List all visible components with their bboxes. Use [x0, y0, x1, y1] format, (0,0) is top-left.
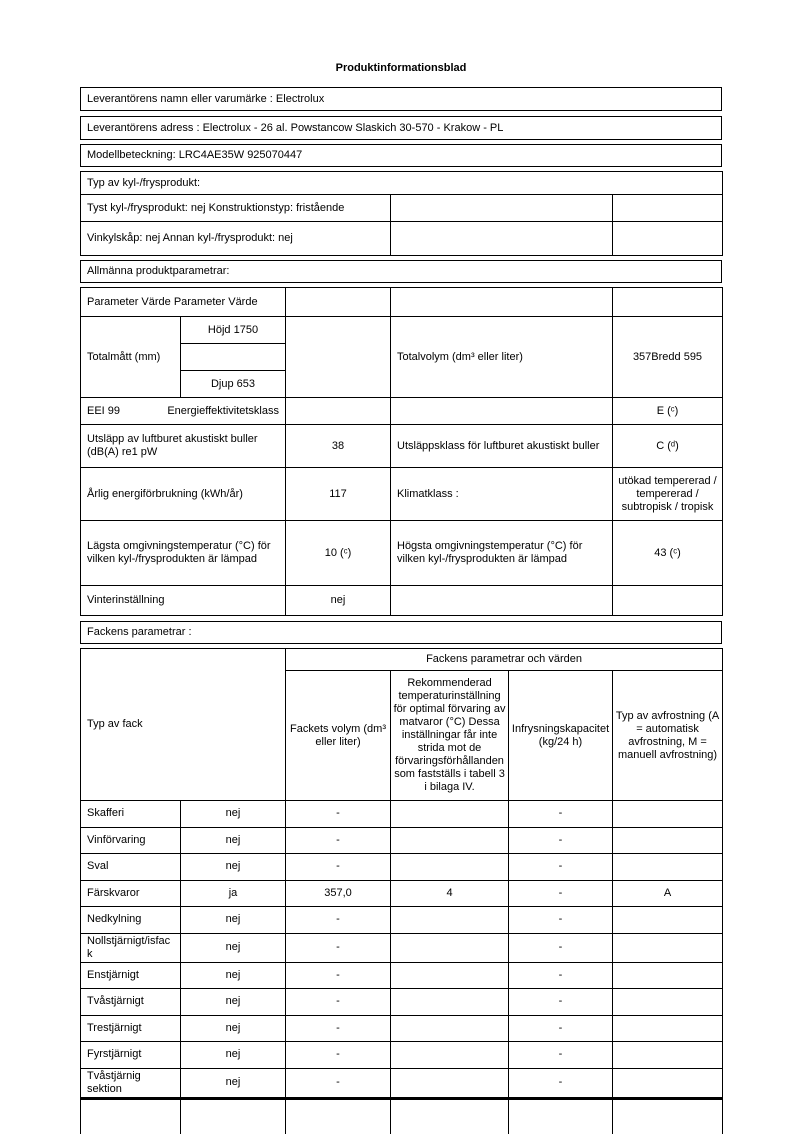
- compartment-volume-cell: -: [286, 1068, 391, 1098]
- empty-cell: [391, 195, 613, 222]
- compartment-temperature-cell: [391, 989, 509, 1016]
- compartment-defrost-cell: [613, 1068, 723, 1098]
- compartment-volume-cell: -: [286, 1042, 391, 1069]
- compartment-row: [81, 989, 723, 1016]
- compartment-name-cell: Färskvaror: [81, 880, 181, 907]
- compartment-freezing-cell: -: [509, 1068, 613, 1098]
- supplier-name-row: Leverantörens namn eller varumärke : Electrolux: [80, 87, 722, 111]
- eei-cell: [81, 398, 286, 425]
- compartment-name-cell: Sval: [81, 854, 181, 881]
- eei-split: [87, 405, 279, 418]
- compartment-group-header: Fackens parametrar och värden: [286, 649, 723, 671]
- general-parameters-table: [80, 287, 723, 616]
- compartment-defrost-cell: [613, 1042, 723, 1069]
- column-header-temperature: Rekommenderad temperaturinställning för optimal förvaring av matvaror (°C) Dessa inställningar får inte strida mot de förvaringsförhållanden som fastställs i tabell 3 i bilaga IV.: [391, 671, 509, 801]
- compartment-parameters-header-row: Fackens parametrar :: [80, 621, 722, 644]
- compartment-defrost-cell: [613, 907, 723, 934]
- empty-cell: [613, 222, 723, 256]
- compartment-temperature-cell: [391, 1015, 509, 1042]
- compartment-freezing-cell: -: [509, 801, 613, 828]
- compartment-freezing-cell: -: [509, 1042, 613, 1069]
- empty-cell: [181, 344, 286, 371]
- column-header-freezing-capacity: Infrysningskapacitet (kg/24 h): [509, 671, 613, 801]
- compartment-name-cell: Vinförvaring: [81, 827, 181, 854]
- compartment-name-cell: Nedkylning: [81, 907, 181, 934]
- general-parameters-header-row: Allmänna produktparametrar:: [80, 260, 722, 283]
- compartment-row: [81, 801, 723, 828]
- document-content: [80, 0, 722, 1134]
- compartment-row: [81, 907, 723, 934]
- table-row: [81, 288, 723, 317]
- compartment-volume-cell: -: [286, 801, 391, 828]
- compartment-freezing-cell: -: [509, 854, 613, 881]
- compartment-present-cell: nej: [181, 962, 286, 989]
- table-row: [81, 649, 723, 671]
- compartment-name-cell: Trestjärnigt: [81, 1015, 181, 1042]
- compartment-present-cell: nej: [181, 933, 286, 962]
- empty-cell: [509, 1098, 613, 1134]
- compartment-temperature-cell: [391, 854, 509, 881]
- type-section-header: Typ av kyl-/frysprodukt:: [81, 172, 723, 195]
- table-row: [81, 425, 723, 468]
- compartment-present-cell: nej: [181, 1042, 286, 1069]
- column-header-defrost-type: Typ av avfrostning (A = automatisk avfrostning, M = manuell avfrostning): [613, 671, 723, 801]
- empty-cell: [391, 398, 613, 425]
- compartment-volume-cell: -: [286, 1015, 391, 1042]
- table-row: [81, 398, 723, 425]
- compartment-volume-cell: -: [286, 907, 391, 934]
- compartment-row: [81, 962, 723, 989]
- empty-cell: [391, 288, 613, 317]
- empty-cell: [391, 1098, 509, 1134]
- compartment-type-label: Typ av fack: [81, 649, 286, 801]
- compartment-temperature-cell: [391, 962, 509, 989]
- compartment-name-cell: Enstjärnigt: [81, 962, 181, 989]
- annual-energy-label: Årlig energiförbrukning (kWh/år): [81, 468, 286, 521]
- compartment-name-cell: Tvåstjärnigt: [81, 989, 181, 1016]
- compartment-defrost-cell: [613, 962, 723, 989]
- energy-class-value: E (ᶜ): [613, 398, 723, 425]
- empty-cell: [286, 398, 391, 425]
- compartment-row: [81, 933, 723, 962]
- quiet-construction-cell: Tyst kyl-/frysprodukt: nej Konstruktionstyp: fristående: [81, 195, 391, 222]
- compartment-row: [81, 880, 723, 907]
- compartment-volume-cell: -: [286, 827, 391, 854]
- empty-cell: [613, 1098, 723, 1134]
- compartment-freezing-cell: -: [509, 989, 613, 1016]
- compartment-present-cell: nej: [181, 989, 286, 1016]
- energy-class-label: Energieffektivitetsklass: [167, 404, 279, 417]
- compartment-row: [81, 827, 723, 854]
- compartment-freezing-cell: -: [509, 880, 613, 907]
- compartment-defrost-cell: [613, 933, 723, 962]
- table-row: [81, 521, 723, 586]
- compartment-defrost-cell: A: [613, 880, 723, 907]
- empty-cell: [613, 288, 723, 317]
- compartment-present-cell: nej: [181, 1015, 286, 1042]
- compartment-temperature-cell: [391, 1042, 509, 1069]
- compartment-table: [80, 648, 723, 1134]
- compartment-present-cell: ja: [181, 880, 286, 907]
- max-ambient-temp-label: Högsta omgivningstemperatur (°C) för vilken kyl-/frysprodukten är lämpad: [391, 521, 613, 586]
- compartment-defrost-cell: [613, 1015, 723, 1042]
- height-cell: Höjd 1750: [181, 317, 286, 344]
- noise-class-value: C (ᵈ): [613, 425, 723, 468]
- compartment-temperature-cell: [391, 827, 509, 854]
- compartment-defrost-cell: [613, 801, 723, 828]
- empty-cell: [81, 1098, 181, 1134]
- noise-label: Utsläpp av luftburet akustiskt buller (dB(A) re1 pW: [81, 425, 286, 468]
- compartment-row: [81, 1068, 723, 1098]
- compartment-name-cell: Tvåstjärnig sektion: [81, 1068, 181, 1098]
- total-volume-label: Totalvolym (dm³ eller liter): [391, 317, 613, 398]
- compartment-row: [81, 854, 723, 881]
- table-row: [81, 195, 723, 222]
- compartment-present-cell: nej: [181, 1068, 286, 1098]
- parameter-columns-header: Parameter Värde Parameter Värde: [81, 288, 286, 317]
- annual-energy-value: 117: [286, 468, 391, 521]
- compartment-temperature-cell: [391, 907, 509, 934]
- compartment-temperature-cell: [391, 933, 509, 962]
- model-designation-row: Modellbeteckning: LRC4AE35W 925070447: [80, 144, 722, 167]
- compartment-volume-cell: -: [286, 854, 391, 881]
- compartment-volume-cell: -: [286, 933, 391, 962]
- table-row: [81, 317, 723, 344]
- compartment-present-cell: nej: [181, 827, 286, 854]
- page-title: Produktinformationsblad: [335, 62, 467, 74]
- compartment-volume-cell: -: [286, 962, 391, 989]
- min-ambient-temp-label: Lägsta omgivningstemperatur (°C) för vilken kyl-/frysprodukten är lämpad: [81, 521, 286, 586]
- eei-label: EEI 99: [87, 404, 121, 417]
- compartment-temperature-cell: [391, 1068, 509, 1098]
- table-row: [81, 172, 723, 195]
- min-ambient-temp-value: 10 (ᶜ): [286, 521, 391, 586]
- compartment-temperature-cell: [391, 801, 509, 828]
- climate-class-value: utökad tempererad / tempererad / subtropisk / tropisk: [613, 468, 723, 521]
- compartment-volume-cell: -: [286, 989, 391, 1016]
- compartment-freezing-cell: -: [509, 827, 613, 854]
- compartment-name-cell: Skafferi: [81, 801, 181, 828]
- table-row-partial: [81, 1098, 723, 1134]
- empty-cell: [391, 222, 613, 256]
- compartment-volume-cell: 357,0: [286, 880, 391, 907]
- overall-dimensions-label: Totalmått (mm): [81, 317, 181, 398]
- empty-cell: [286, 288, 391, 317]
- compartment-temperature-cell: 4: [391, 880, 509, 907]
- supplier-address-row: Leverantörens adress : Electrolux - 26 al. Powstancow Slaskich 30-570 - Krakow - PL: [80, 116, 722, 140]
- empty-cell: [181, 1098, 286, 1134]
- empty-cell: [613, 195, 723, 222]
- compartment-freezing-cell: -: [509, 933, 613, 962]
- product-type-table: [80, 171, 723, 256]
- compartment-defrost-cell: [613, 827, 723, 854]
- climate-class-label: Klimatklass :: [391, 468, 613, 521]
- compartment-name-cell: Nollstjärnigt/isfack: [81, 933, 181, 962]
- noise-class-label: Utsläppsklass för luftburet akustiskt buller: [391, 425, 613, 468]
- table-row: [81, 586, 723, 616]
- compartment-freezing-cell: -: [509, 907, 613, 934]
- compartment-present-cell: nej: [181, 801, 286, 828]
- compartment-defrost-cell: [613, 854, 723, 881]
- wine-other-cell: Vinkylskåp: nej Annan kyl-/frysprodukt: nej: [81, 222, 391, 256]
- table-row: [81, 468, 723, 521]
- depth-cell: Djup 653: [181, 371, 286, 398]
- empty-cell: [391, 586, 613, 616]
- empty-cell: [613, 586, 723, 616]
- compartment-present-cell: nej: [181, 907, 286, 934]
- total-volume-value: 357Bredd 595: [613, 317, 723, 398]
- empty-cell: [286, 317, 391, 398]
- column-header-volume: Fackets volym (dm³ eller liter): [286, 671, 391, 801]
- compartment-freezing-cell: -: [509, 1015, 613, 1042]
- winter-setting-value: nej: [286, 586, 391, 616]
- compartment-freezing-cell: -: [509, 962, 613, 989]
- compartment-row: [81, 1042, 723, 1069]
- compartment-name-cell: Fyrstjärnigt: [81, 1042, 181, 1069]
- empty-cell: [286, 1098, 391, 1134]
- winter-setting-label: Vinterinställning: [81, 586, 286, 616]
- compartment-defrost-cell: [613, 989, 723, 1016]
- compartment-row: [81, 1015, 723, 1042]
- max-ambient-temp-value: 43 (ᶜ): [613, 521, 723, 586]
- noise-value: 38: [286, 425, 391, 468]
- table-row: [81, 222, 723, 256]
- compartment-present-cell: nej: [181, 854, 286, 881]
